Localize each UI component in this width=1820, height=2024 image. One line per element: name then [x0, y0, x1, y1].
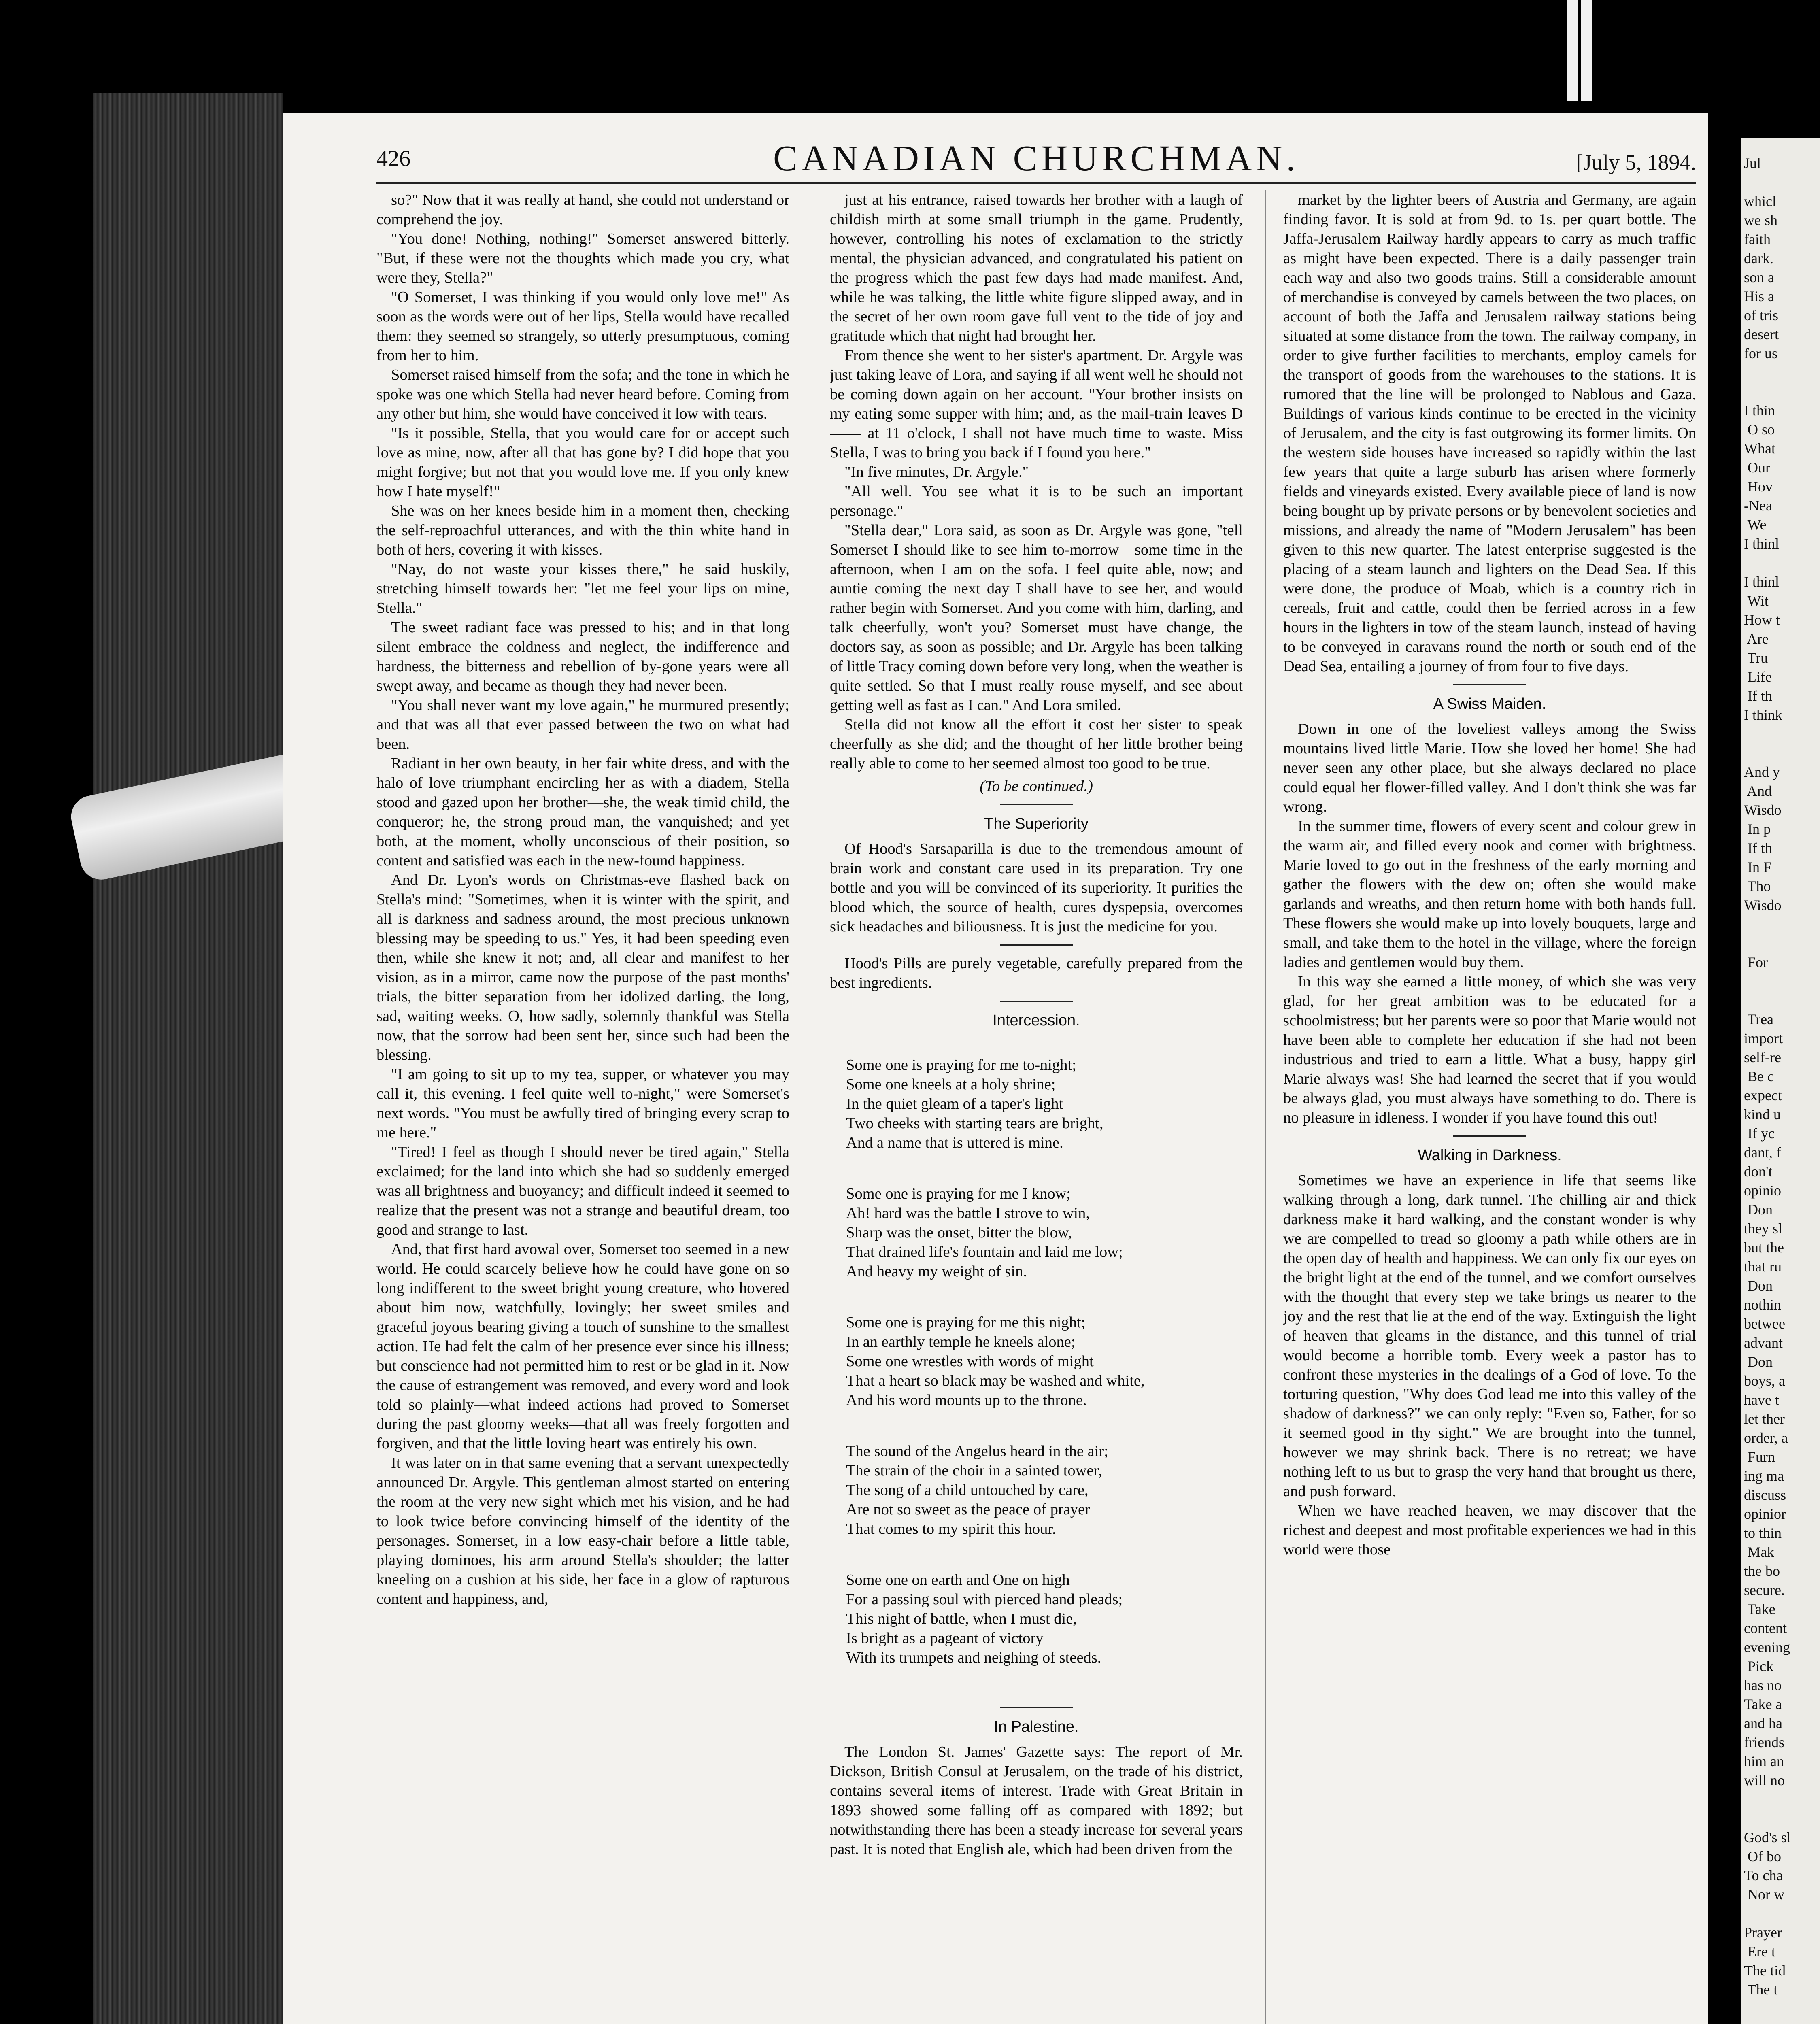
page-header	[376, 130, 1696, 182]
palestine-heading: In Palestine.	[994, 1718, 1079, 1735]
binding-mark	[1567, 0, 1578, 101]
article-paragraph: In this way she earned a little money, of which she was very glad, for her great ambition was to be educated for a schoolmistress; but her parents were so poor that Marie would not have been able to complete her education if she had not been industrious and tried to earn a little. What a busy, happy girl Marie always was! She had learned the secret that if you would be always glad, you must always have something to do. There is no pleasure in idleness. I wonder if you have found this out!	[1283, 973, 1696, 1126]
book-page-edges	[93, 93, 283, 2024]
section-separator	[1453, 1135, 1526, 1137]
story-paragraph: Stella did not know all the effort it cost her sister to speak cheerfully as she did; and the thought of her little brother being really able to come to her seemed almost too good to be true.	[830, 716, 1243, 772]
column-3	[1283, 190, 1696, 2024]
column-divider	[1265, 190, 1266, 2024]
story-paragraph: just at his entrance, raised towards her brother with a laugh of childish mirth at some small triumph in the game. Prudently, however, controlling his notes of exclamation to the strictly mental, the physician advanced, and congratulated his patient on the progress which the past few days had made manifest. And, while he was talking, the little white figure slipped away, and in the secret of her own room gave full vent to the tide of joy and gratitude which that night had brought her.	[830, 191, 1243, 344]
column-1-story	[376, 190, 789, 2024]
story-paragraph: so?" Now that it was really at hand, she could not understand or comprehend the joy.	[376, 191, 789, 228]
story-paragraph: "You shall never want my love again," he murmured presently; and that was all that ever passed between the two on what had been.	[376, 697, 789, 753]
story-paragraph: It was later on in that same evening that a servant unexpectedly announced Dr. Argyle. This gentleman almost started on entering the room at the very new sight which met his vision, and he had to look twice before convincing himself of the identity of the personages. Somerset, in a low easy-chair before a little table, playing dominoes, his arm around Stella's shoulder; the latter kneeling on a cushion at his side, her face in a glow of rapturous content and happiness, and,	[376, 1454, 789, 1607]
header-rule	[376, 182, 1696, 184]
story-paragraph: "You done! Nothing, nothing!" Somerset answered bitterly. "But, if these were not the thoughts which made you cry, what were they, Stella?"	[376, 230, 789, 286]
journal-title: CANADIAN CHURCHMAN.	[773, 138, 1300, 179]
story-paragraph: Somerset raised himself from the sofa; and the tone in which he spoke was one which Stella had never heard before. Coming from any other but him, she would have conceived it low with tears.	[376, 366, 789, 422]
superiority-heading: The Superiority	[984, 815, 1089, 832]
article-paragraph: Down in one of the loveliest valleys among the Swiss mountains lived little Marie. How she loved her home! She had never seen any other place, but she always declared no place could equal her flower-filled valley. And I don't think she was far wrong.	[1283, 721, 1696, 815]
intercession-poem	[846, 1036, 1243, 1699]
poem-stanza: Some one is praying for me this night; In an earthly temple he kneels alone; Some one wrestles with words of might That a heart so black may be washed and white, And his word mounts up to the throne.	[846, 1314, 1145, 1409]
story-paragraph: "All well. You see what it is to be such an important personage."	[830, 483, 1243, 519]
story-paragraph: Radiant in her own beauty, in her fair white dress, and with the halo of love triumphant encircling her as with a diadem, Stella stood and gazed upon her brother—she, the weak timid child, the conqueror; he, the strong proud man, the vanquished; and yet both, at the moment, wholly unconscious of their position, so content and satisfied was each in the new-found happiness.	[376, 755, 789, 869]
story-paragraph: "O Somerset, I was thinking if you would only love me!" As soon as the words were out of her lips, Stella would have recalled them: they seemed so strangely, so utterly presumptuous, coming from her to him.	[376, 289, 789, 364]
story-paragraph: And, that first hard avowal over, Somerset too seemed in a new world. He could scarcely believe how he could have gone on so long indifferent to the sweet bright young creature, who hovered about him now, watchfully, lovingly; her sweet smiles and graceful joyous bearing giving a touch of sunshine to the smallest action. He had felt the calm of her presence ever since his illness; but conscience had not permitted him to rest or be glad in it. Now the cause of estrangement was removed, and every word and look told so plainly—what indeed actions had proved to Somerset during the past gloomy weeks—that all was freely forgotten and forgiven, and that the little loving heart was entirely his own.	[376, 1241, 789, 1452]
section-separator	[1000, 1001, 1073, 1002]
newspaper-page	[283, 113, 1708, 2024]
poem-stanza: Some one on earth and One on high For a passing soul with pierced hand pleads; This night of battle, when I must die, Is bright as a pageant of victory With its trumpets and neighing of steeds.	[846, 1571, 1123, 1666]
story-paragraph: She was on her knees beside him in a moment then, checking the self-reproachful utterances, and with the thin white hand in both of hers, covering it with kisses.	[376, 502, 789, 558]
issue-date: [July 5, 1894.	[1576, 150, 1696, 174]
story-paragraph: "Nay, do not waste your kisses there," he said huskily, stretching himself towards her: "let me feel your lips on mine, Stella."	[376, 561, 789, 617]
intercession-heading: Intercession.	[993, 1012, 1080, 1029]
story-paragraph: "Stella dear," Lora said, as soon as Dr. Argyle was gone, "tell Somerset I should like to see him to-morrow—some time in the afternoon, when I am on the sofa. I feel quite able, now; and auntie coming the next day I shall have to see her, and would rather begin with Somerset. And you come with him, darling, and talk cheerfully, won't you? Somerset must have change, the doctors say, as soon as possible; and Dr. Argyle has been talking of little Tracy coming down before very long, when the weather is quite settled. So that I must really rouse myself, and see about getting well as fast as I can." And Lora smiled.	[830, 522, 1243, 714]
poem-stanza: Some one is praying for me to-night; Some one kneels at a holy shrine; In the quiet gleam of a taper's light Two cheeks with starting tears are bright, And a name that is uttered is mine.	[846, 1057, 1103, 1151]
ad-text: Hood's Pills are purely vegetable, carefully prepared from the best ingredients.	[830, 955, 1243, 991]
ad-text: Of Hood's Sarsaparilla is due to the tremendous amount of brain work and constant care used in its preparation. Try one bottle and you will be convinced of its superiority. It purifies the blood which, the source of health, cures dyspepsia, overcomes sick headaches and biliousness. It is just the medicine for you.	[830, 840, 1243, 935]
article-paragraph: In the summer time, flowers of every scent and colour grew in the warm air, and filled every nook and corner with brightness. Marie loved to go out in the freshness of the early morning and gather the flowers with the dew on; often she would make garlands and wreaths, and then return home with both hands full. These flowers she would make up into lovely bouquets, large and small, and take them to the hotel in the village, where the foreign ladies and gentlemen would buy them.	[1283, 818, 1696, 971]
adjacent-page-text: Jul whicl we sh faith dark. son a His a of tris desert for us I thin O so What Our Hov -Nea We I thinl I thinl Wit How t Are Tru Life If th I think And y And Wisdo In p If th In F Tho Wisdo For Trea import self-re Be c expect kind u If yc dant, f don't opinio Don they sl but the that ru Don nothin betwee advant Don boys, a have t let ther order, a Furn ing ma discuss opinior to thin Mak the bo secure. Take content evening Pick has no Take a and ha friends him an will no God's sl Of bo To cha Nor w Prayer Ere t The tid The t	[1744, 155, 1791, 1998]
poem-stanza: Some one is praying for me I know; Ah! hard was the battle I strove to win, Sharp was the onset, bitter the blow, That drained life's fountain and laid me low; And heavy my weight of sin.	[846, 1185, 1123, 1280]
article-paragraph: Sometimes we have an experience in life that seems like walking through a long, dark tunnel. The chilling air and thick darkness make it hard walking, and the constant wonder is why we are compelled to tread so gloomy a path while others are in the open day of health and happiness. We can only fix our eyes on the bright light at the end of the tunnel, and we comfort ourselves with the thought that every step we take brings us nearer to the joy and the rest that lie at the end of the way. Extinguish the light of heaven that gleams in the distance, and this tunnel of trial would become a horrible tomb. Every week a pastor has to confront these mysteries in the dealings of a God of love. To the torturing question, "Why does God lead me into this valley of the shadow of darkness?" we can only reply: "Even so, Father, for so it seemed good in thy sight." We are brought into the tunnel, however we may shrink back. There is no retreat; we have nothing left to us but to grasp the very hand that brought us there, and push forward.	[1283, 1172, 1696, 1500]
section-separator	[1000, 944, 1073, 946]
poem-stanza: The sound of the Angelus heard in the air; The strain of the choir in a sainted tower, The song of a child untouched by care, Are not so sweet as the peace of prayer That comes to my spirit this hour.	[846, 1443, 1108, 1537]
story-paragraph: And Dr. Lyon's words on Christmas-eve flashed back on Stella's mind: "Sometimes, when it is winter with the spirit, and all is darkness and sadness around, the most precious unknown blessing may be speeding to us." Yes, it had been speeding even then, while she knew it not; and, all clear and manifest to her vision, as in a mirror, came now the purpose of the past months' trials, the bitter separation from her idolized darling, the long, sad, waiting weeks. O, how sadly, solemnly thankful was Stella now, that the sorrow had been sent her, since such had been the blessing.	[376, 872, 789, 1063]
article-paragraph: When we have reached heaven, we may discover that the richest and deepest and most profitable experiences we had in this world were those	[1283, 1502, 1696, 1558]
article-paragraph: market by the lighter beers of Austria and Germany, are again finding favor. It is sold at from 9d. to 1s. per quart bottle. The Jaffa-Jerusalem Railway hardly appears to carry as much traffic as might have been expected. There is a daily passenger train each way and also two goods trains. Still a considerable amount of merchandise is conveyed by camels between the two places, on account of both the Jaffa and Jerusalem railway stations being situated at some distance from the town. The railway company, in order to give further facilities to merchants, employ camels for the transport of goods from the warehouses to the stations. It is rumored that the line will be prolonged to Nablous and Gaza. Buildings of various kinds continue to be erected in the vicinity of Jerusalem, and the city is fast outgrowing its former limits. On the western side houses have increased so rapidly within the last few years that quite a large suburb has arisen where formerly fields and vineyards existed. Every available piece of land is now being bought up by private persons or by benevolent societies and missions, and already the name of "Modern Jerusalem" has been given to this new quarter. The latest enterprise suggested is the placing of a steam launch and lighters on the Dead Sea. If this were done, the produce of Moab, which is a country rich in cereals, fruit and cattle, could then be ferried across in a few hours in the lighters in tow of the steam launch, instead of having to be conveyed in caravans round the north or south end of the Dead Sea, entailing a journey of from four to five days.	[1283, 191, 1696, 675]
article-paragraph: The London St. James' Gazette says: The report of Mr. Dickson, British Consul at Jerusalem, on the trade of his district, contains several items of interest. Trade with Great Britain in 1893 showed some falling off as compared with 1892; but notwithstanding there has been a steady increase for several years past. It is noted that English ale, which had been driven from the	[830, 1743, 1243, 1858]
column-2	[830, 190, 1243, 2024]
story-paragraph: The sweet radiant face was pressed to his; and in that long silent embrace the coldness and neglect, the indifference and hardness, the bitterness and rebellion of by-gone years were all swept away, and became as though they had never been.	[376, 619, 789, 694]
section-separator	[1000, 804, 1073, 805]
story-paragraph: "I am going to sit up to my tea, supper, or whatever you may call it, this evening. I feel quite well to-night," were Somerset's next words. "You must be awfully tired of bringing every scrap to me here."	[376, 1066, 789, 1141]
walking-in-darkness-heading: Walking in Darkness.	[1418, 1147, 1562, 1164]
story-paragraph: "Tired! I feel as though I should never be tired again," Stella exclaimed; for the land into which she had so suddenly emerged was all brightness and buoyancy; and difficult indeed it seemed to realize that the present was not a strange and beautiful dream, too good and strange to last.	[376, 1144, 789, 1238]
story-paragraph: From thence she went to her sister's apartment. Dr. Argyle was just taking leave of Lora, and saying if all went well he should not be coming down again on her account. "Your brother insists on my eating some supper with him; and, as the mail-train leaves D—— at 11 o'clock, I shall not have much time to waste. Miss Stella, I was to bring you back if I found you here."	[830, 347, 1243, 461]
page-number: 426	[376, 146, 410, 171]
story-paragraph: "In five minutes, Dr. Argyle."	[844, 463, 1029, 480]
to-be-continued: (To be continued.)	[980, 778, 1093, 795]
binding-mark	[1581, 0, 1592, 101]
swiss-maiden-heading: A Swiss Maiden.	[1433, 695, 1546, 712]
story-paragraph: "Is it possible, Stella, that you would care for or accept such love as mine, now, after all that has gone by? I did hope that you might forgive; but not that you would love me. If you only knew how I hate myself!"	[376, 425, 789, 500]
section-separator	[1000, 1707, 1073, 1708]
section-separator	[1453, 684, 1526, 685]
adjacent-page-edge	[1741, 138, 1820, 2024]
